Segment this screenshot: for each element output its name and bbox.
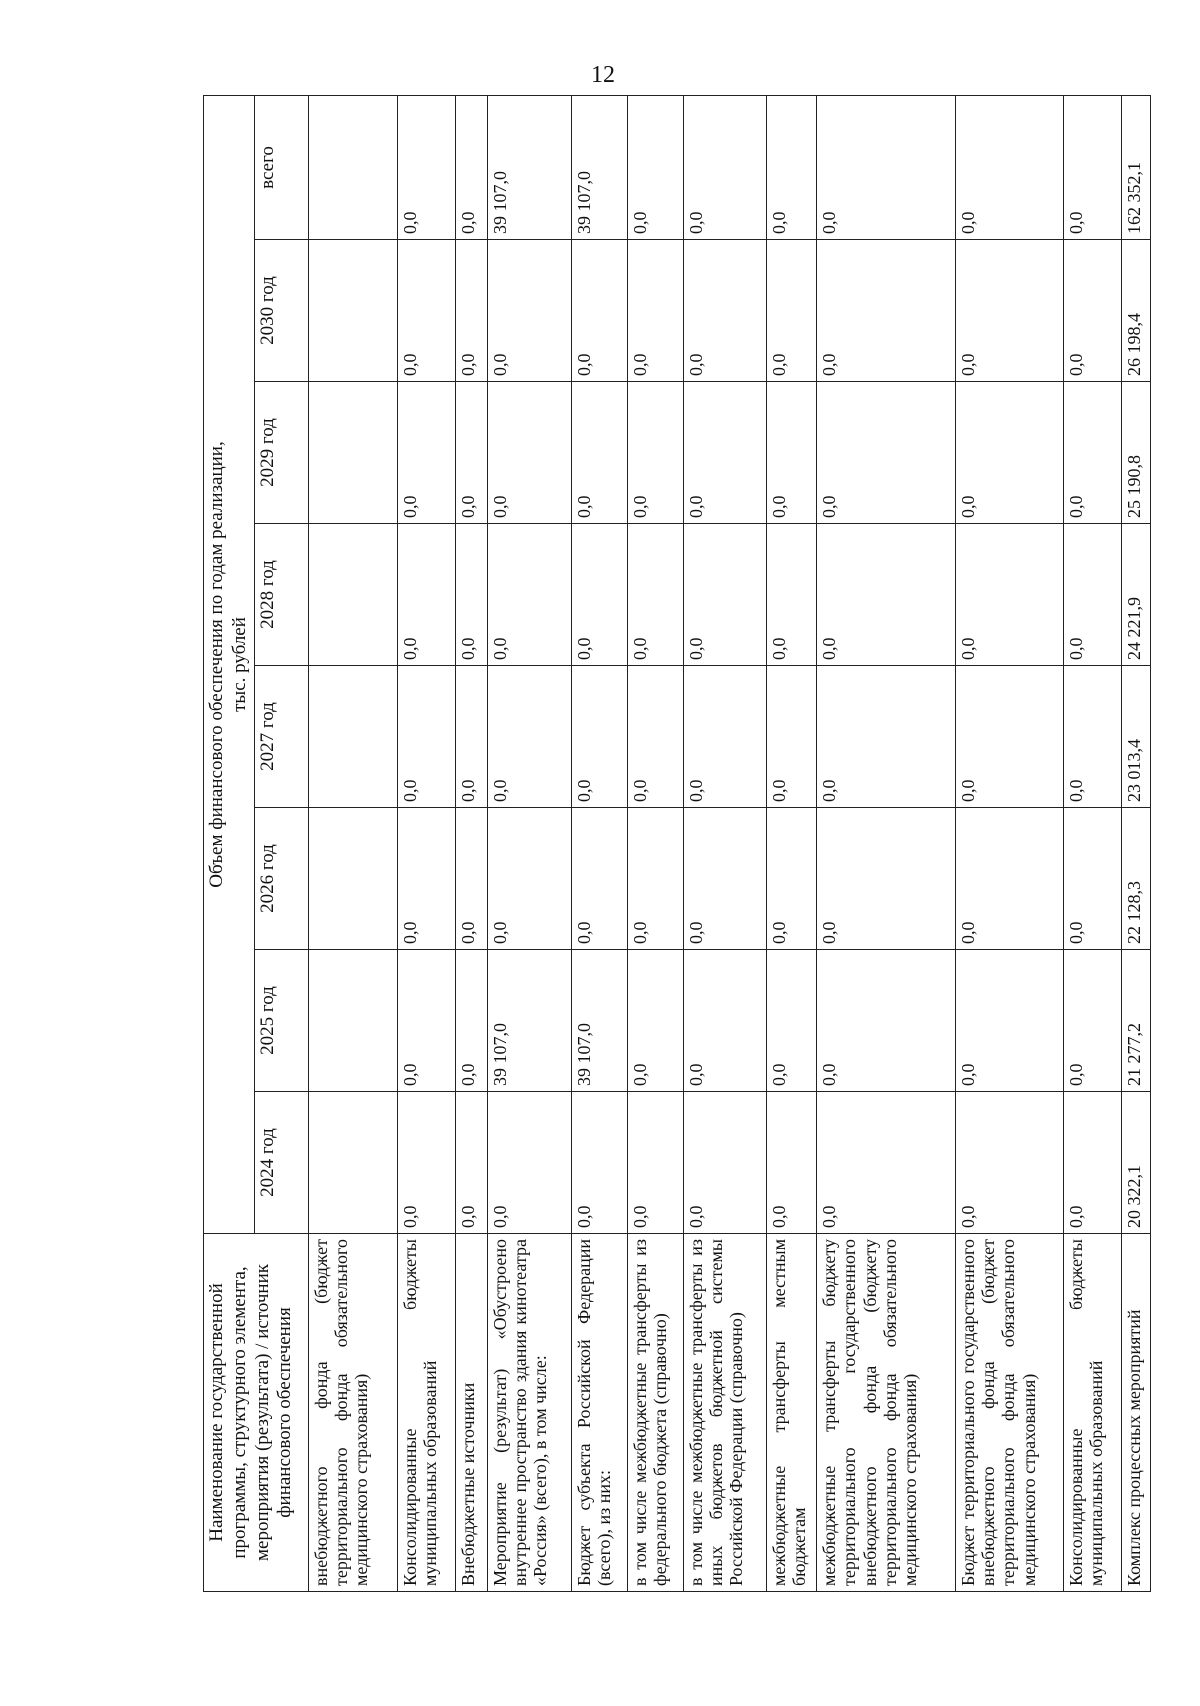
- value-cell: 0,0: [398, 95, 456, 239]
- value-cell: 0,0: [817, 382, 956, 524]
- value-cell: 0,0: [398, 240, 456, 382]
- value-cell: 0,0: [683, 382, 766, 524]
- row-name-cell: межбюджетные трансферты местным бюджетам: [766, 1234, 817, 1592]
- value-cell: 0,0: [817, 95, 956, 239]
- value-cell: 0,0: [398, 524, 456, 666]
- value-cell: [308, 95, 398, 239]
- header-year-2026: 2026 год: [254, 808, 308, 950]
- value-cell: 0,0: [487, 240, 571, 382]
- table-row: [1121, 95, 1150, 1591]
- value-cell: 0,0: [956, 950, 1063, 1092]
- value-cell: 0,0: [1063, 524, 1121, 666]
- value-cell: 0,0: [1063, 95, 1121, 239]
- value-cell: 0,0: [487, 666, 571, 808]
- value-cell: 0,0: [487, 1092, 571, 1234]
- value-cell: 0,0: [683, 950, 766, 1092]
- table-row: [308, 95, 398, 1591]
- value-cell: [308, 382, 398, 524]
- header-year-2028: 2028 год: [254, 524, 308, 666]
- value-cell: 0,0: [683, 240, 766, 382]
- header-year-2024: 2024 год: [254, 1092, 308, 1234]
- value-cell: 0,0: [398, 382, 456, 524]
- value-cell: 0,0: [456, 95, 487, 239]
- row-name-cell: в том числе межбюджетные трансферты из иных бюджетов бюджетной системы Российской Федерации (справочно): [683, 1234, 766, 1592]
- value-cell: 0,0: [398, 950, 456, 1092]
- value-cell: 0,0: [627, 524, 683, 666]
- table-row: [766, 95, 817, 1591]
- value-cell: 0,0: [456, 950, 487, 1092]
- row-name-cell: Консолидированные бюджеты муниципальных образований: [398, 1234, 456, 1592]
- value-cell: 0,0: [627, 240, 683, 382]
- value-cell: 0,0: [571, 1092, 627, 1234]
- value-cell: 0,0: [627, 666, 683, 808]
- header-volume-title: Объем финансового обеспечения по годам реализации,: [206, 441, 227, 888]
- value-cell: 22 128,3: [1121, 808, 1150, 950]
- value-cell: 0,0: [571, 524, 627, 666]
- value-cell: 0,0: [956, 95, 1063, 239]
- value-cell: 0,0: [398, 1092, 456, 1234]
- value-cell: 0,0: [456, 382, 487, 524]
- value-cell: 0,0: [1063, 950, 1121, 1092]
- header-name-column: Наименование государственной программы, структурного элемента, мероприятия (результата) / источник финансового обеспечения: [204, 1234, 309, 1592]
- header-year-2029: 2029 год: [254, 382, 308, 524]
- header-volume-unit: тыс. рублей: [228, 617, 250, 712]
- value-cell: 0,0: [1063, 808, 1121, 950]
- table-row: [627, 95, 683, 1591]
- value-cell: [308, 1092, 398, 1234]
- header-volume-group: [204, 95, 255, 1233]
- value-cell: 0,0: [766, 1092, 817, 1234]
- value-cell: 0,0: [398, 666, 456, 808]
- value-cell: [308, 524, 398, 666]
- value-cell: 23 013,4: [1121, 666, 1150, 808]
- row-name-cell: межбюджетные трансферты бюджету территориального государственного внебюджетного фонда (бюджету территориального фонда обязательного медицинского страхования): [817, 1234, 956, 1592]
- value-cell: 0,0: [456, 808, 487, 950]
- value-cell: 0,0: [456, 524, 487, 666]
- value-cell: 0,0: [956, 666, 1063, 808]
- value-cell: 21 277,2: [1121, 950, 1150, 1092]
- value-cell: 0,0: [817, 808, 956, 950]
- value-cell: [308, 240, 398, 382]
- value-cell: 0,0: [456, 1092, 487, 1234]
- value-cell: 0,0: [456, 666, 487, 808]
- header-total: всего: [254, 95, 308, 239]
- value-cell: 0,0: [683, 95, 766, 239]
- value-cell: [308, 808, 398, 950]
- value-cell: 0,0: [683, 1092, 766, 1234]
- value-cell: 0,0: [766, 950, 817, 1092]
- value-cell: 0,0: [627, 950, 683, 1092]
- value-cell: 20 322,1: [1121, 1092, 1150, 1234]
- value-cell: 0,0: [571, 666, 627, 808]
- value-cell: 0,0: [487, 382, 571, 524]
- row-name-cell: в том числе межбюджетные трансферты из федерального бюджета (справочно): [627, 1234, 683, 1592]
- value-cell: 0,0: [683, 808, 766, 950]
- table-row: [487, 95, 571, 1591]
- value-cell: 24 221,9: [1121, 524, 1150, 666]
- value-cell: 0,0: [487, 524, 571, 666]
- value-cell: 0,0: [571, 240, 627, 382]
- value-cell: 0,0: [627, 382, 683, 524]
- value-cell: 39 107,0: [487, 95, 571, 239]
- value-cell: 0,0: [1063, 1092, 1121, 1234]
- value-cell: 0,0: [956, 382, 1063, 524]
- value-cell: 0,0: [1063, 666, 1121, 808]
- value-cell: 0,0: [1063, 240, 1121, 382]
- header-year-2027: 2027 год: [254, 666, 308, 808]
- value-cell: 0,0: [817, 240, 956, 382]
- row-name-cell: Бюджет территориального государственного внебюджетного фонда (бюджет территориального фонда обязательного медицинского страхования): [956, 1234, 1063, 1592]
- value-cell: 162 352,1: [1121, 95, 1150, 239]
- value-cell: 0,0: [571, 382, 627, 524]
- value-cell: 0,0: [683, 666, 766, 808]
- value-cell: 0,0: [766, 382, 817, 524]
- value-cell: 0,0: [487, 808, 571, 950]
- value-cell: 0,0: [627, 1092, 683, 1234]
- value-cell: 0,0: [956, 1092, 1063, 1234]
- value-cell: 0,0: [766, 808, 817, 950]
- rotated-table-wrapper: [203, 96, 1151, 1592]
- value-cell: 39 107,0: [487, 950, 571, 1092]
- value-cell: 0,0: [627, 95, 683, 239]
- value-cell: 0,0: [817, 524, 956, 666]
- value-cell: 0,0: [766, 666, 817, 808]
- table-row: [1063, 95, 1121, 1591]
- value-cell: 25 190,8: [1121, 382, 1150, 524]
- row-name-cell: Мероприятие (результат) «Обустроено внутреннее пространство здания кинотеатра «Россия» (всего), в том числе:: [487, 1234, 571, 1592]
- page-number: 12: [591, 62, 615, 88]
- table-body: [308, 95, 1150, 1591]
- row-name-cell: внебюджетного фонда (бюджет территориального фонда обязательного медицинского страхования): [308, 1234, 398, 1592]
- value-cell: 0,0: [627, 808, 683, 950]
- table-row: [956, 95, 1063, 1591]
- value-cell: 0,0: [766, 524, 817, 666]
- value-cell: 0,0: [956, 808, 1063, 950]
- value-cell: 0,0: [766, 240, 817, 382]
- header-year-2030: 2030 год: [254, 240, 308, 382]
- value-cell: [308, 950, 398, 1092]
- financing-table: [203, 95, 1151, 1592]
- value-cell: 0,0: [817, 950, 956, 1092]
- row-name-cell: Консолидированные бюджеты муниципальных образований: [1063, 1234, 1121, 1592]
- value-cell: 0,0: [1063, 382, 1121, 524]
- value-cell: 0,0: [956, 240, 1063, 382]
- value-cell: 0,0: [683, 524, 766, 666]
- header-year-2025: 2025 год: [254, 950, 308, 1092]
- row-name-cell: Комплекс процессных мероприятий: [1121, 1234, 1150, 1592]
- value-cell: 0,0: [571, 808, 627, 950]
- row-name-cell: Бюджет субъекта Российской Федерации (всего), из них:: [571, 1234, 627, 1592]
- table-row: [456, 95, 487, 1591]
- value-cell: 0,0: [456, 240, 487, 382]
- value-cell: 0,0: [956, 524, 1063, 666]
- value-cell: 26 198,4: [1121, 240, 1150, 382]
- table-row: [398, 95, 456, 1591]
- value-cell: [308, 666, 398, 808]
- value-cell: 0,0: [766, 95, 817, 239]
- table-row: [817, 95, 956, 1591]
- table-row: [683, 95, 766, 1591]
- value-cell: 39 107,0: [571, 950, 627, 1092]
- value-cell: 0,0: [398, 808, 456, 950]
- value-cell: 0,0: [817, 1092, 956, 1234]
- table-row: [571, 95, 627, 1591]
- value-cell: 39 107,0: [571, 95, 627, 239]
- value-cell: 0,0: [817, 666, 956, 808]
- row-name-cell: Внебюджетные источники: [456, 1234, 487, 1592]
